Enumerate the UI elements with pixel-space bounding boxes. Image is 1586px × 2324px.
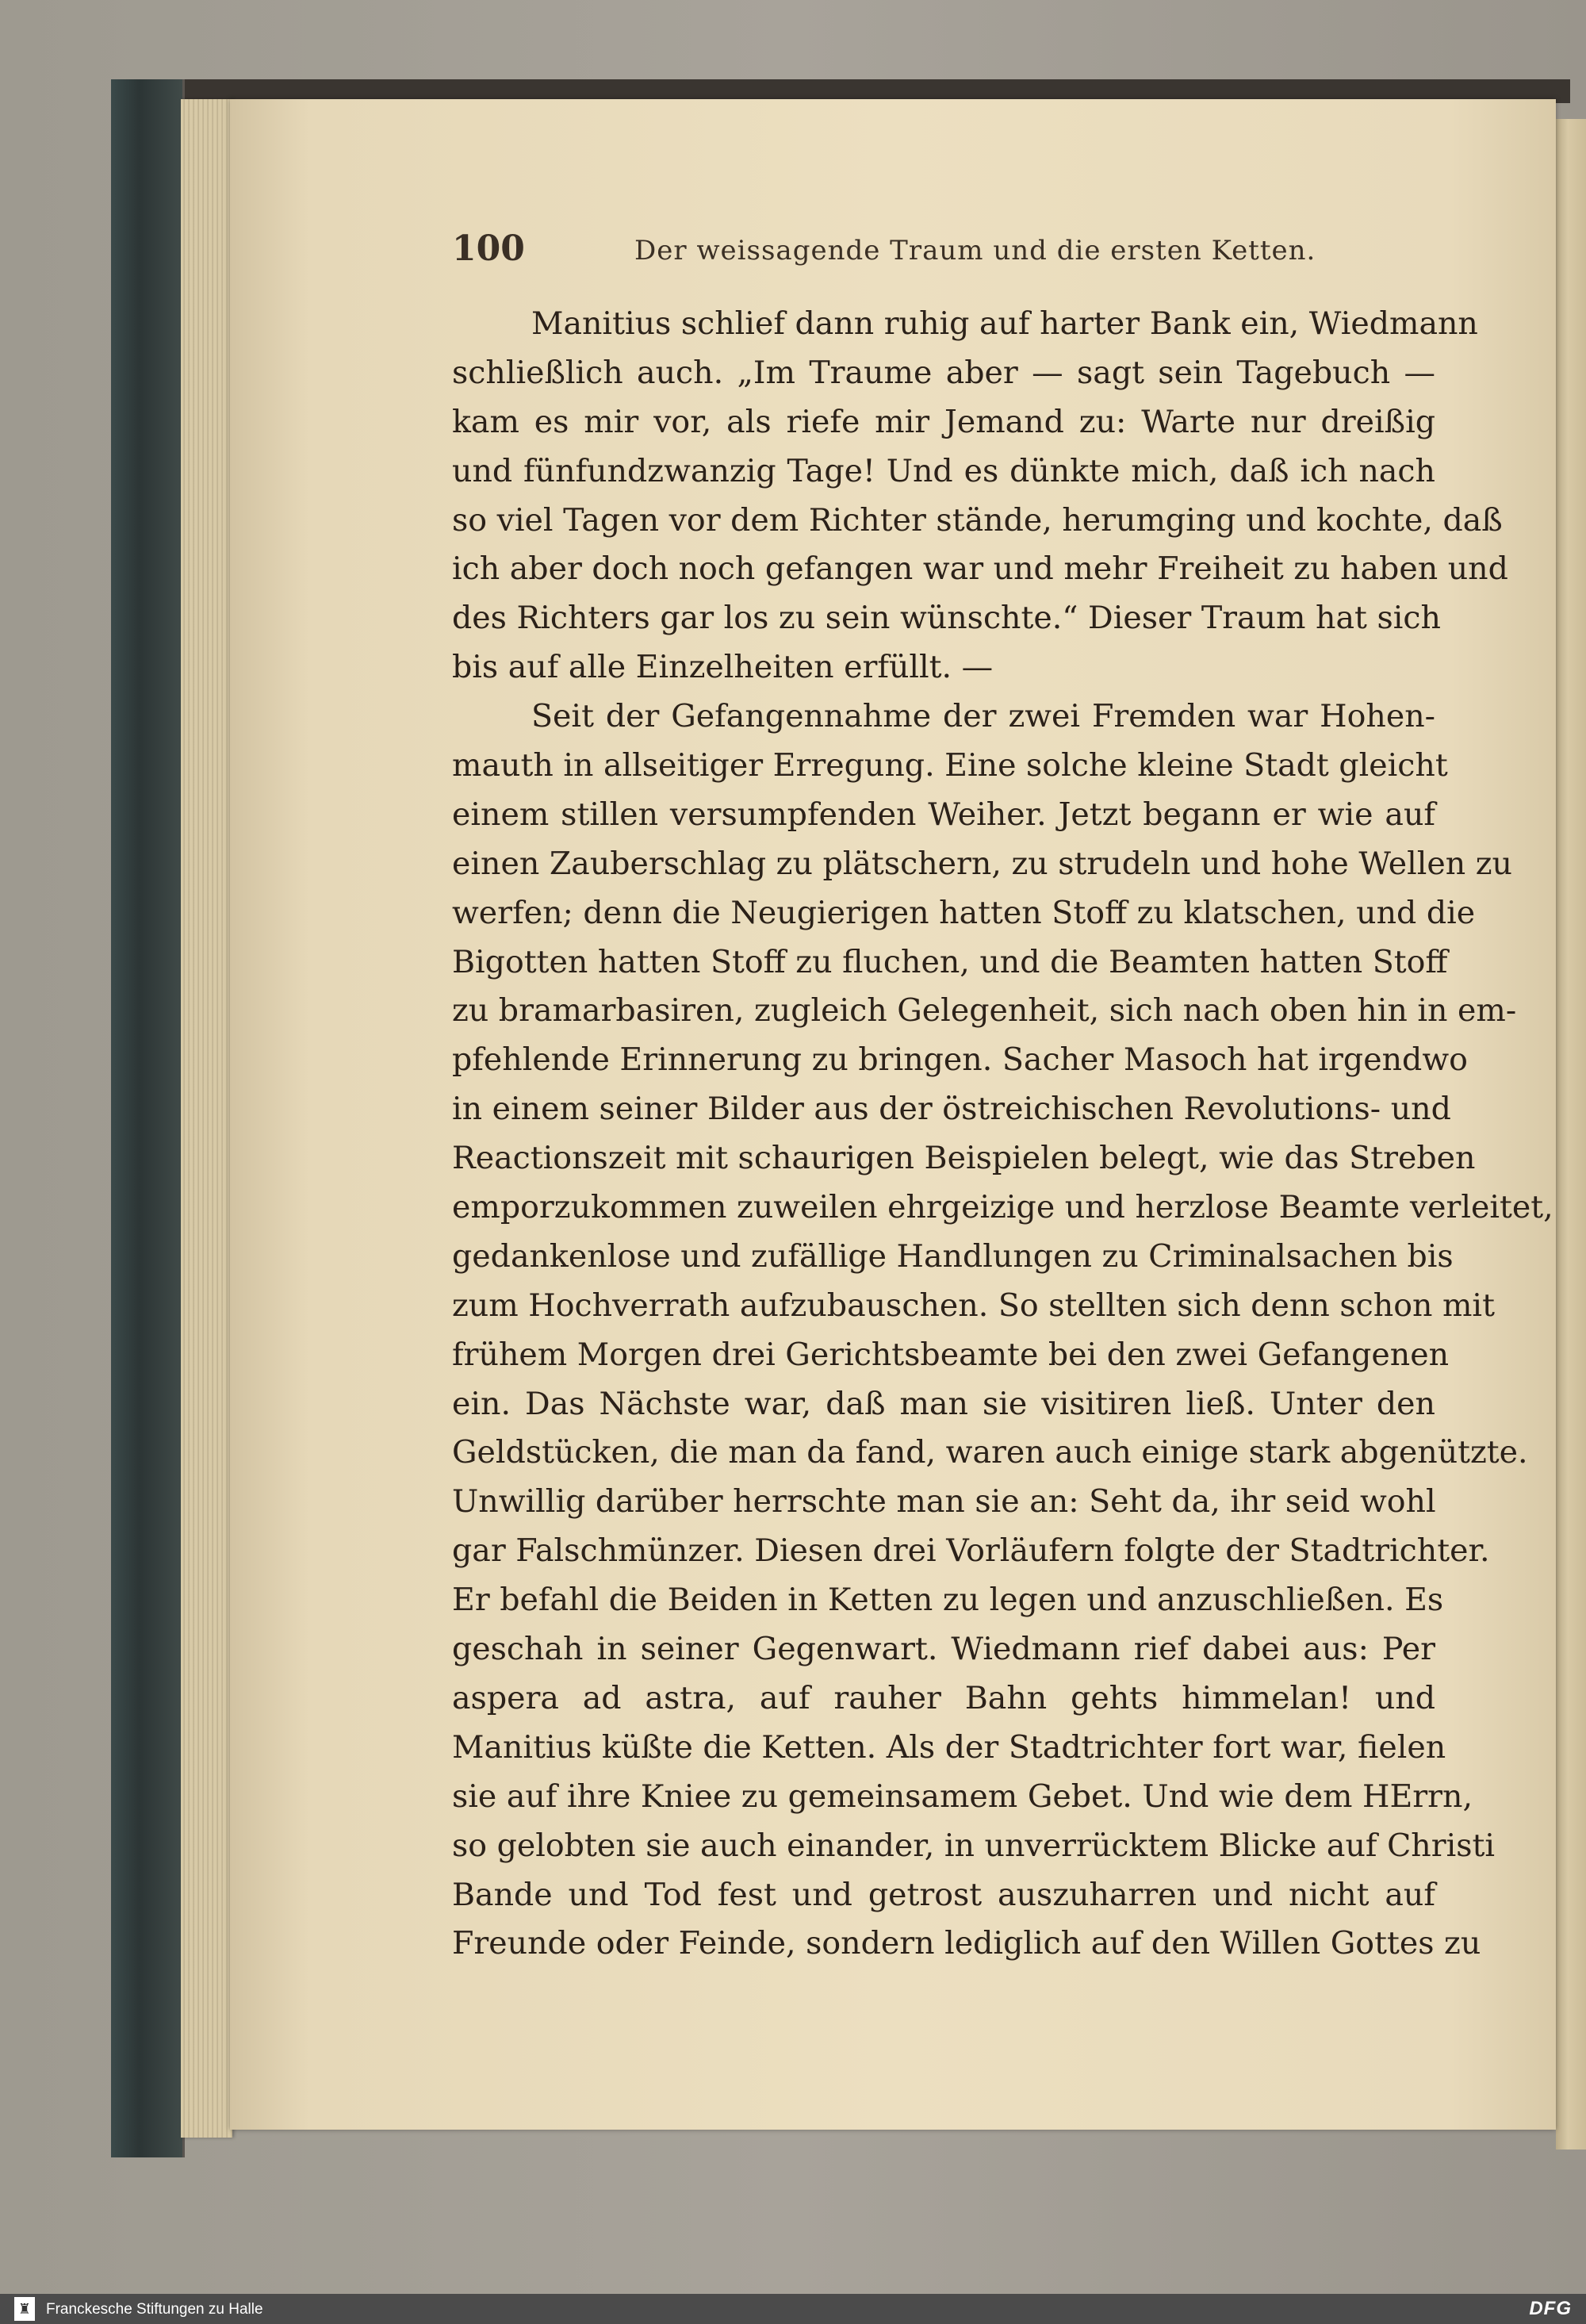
- text-line: einen Zauberschlag zu plätschern, zu strudeln und hohe Wellen zu: [452, 845, 1512, 882]
- text-line: emporzukommen zuweilen ehrgeizige und herzlose Beamte verleitet,: [452, 1189, 1553, 1226]
- chapter-title: Der weissagende Traum und die ersten Ketten.: [634, 235, 1316, 267]
- body-text: [452, 300, 1553, 1969]
- institution-name: Franckesche Stiftungen zu Halle: [46, 2301, 263, 2318]
- text-line: des Richters gar los zu sein wünschte.“ Dieser Traum hat sich: [452, 600, 1441, 637]
- page-number: 100: [452, 228, 525, 269]
- text-line: gedankenlose und zufällige Handlungen zu Criminalsachen bis: [452, 1237, 1454, 1275]
- text-line: so viel Tagen vor dem Richter stände, herumging und kochte, daß: [452, 501, 1503, 539]
- text-line: Freunde oder Feinde, sondern lediglich auf den Willen Gottes zu: [452, 1925, 1481, 1962]
- text-line: Bande und Tod fest und getrost auszuharren und nicht auf: [452, 1876, 1435, 1913]
- text-line: sie auf ihre Kniee zu gemeinsamem Gebet. Und wie dem HErrn,: [452, 1778, 1473, 1815]
- text-line: geschah in seiner Gegenwart. Wiedmann rief dabei aus: Per: [452, 1631, 1435, 1668]
- text-line: pfehlende Erinnerung zu bringen. Sacher Masoch hat irgendwo: [452, 1041, 1468, 1079]
- running-head: [452, 228, 1435, 276]
- text-line: ich aber doch noch gefangen war und mehr Freiheit zu haben und: [452, 550, 1508, 588]
- book-cover-spine: [111, 79, 185, 2157]
- text-line: Unwillig darüber herrschte man sie an: Seht da, ihr seid wohl: [452, 1483, 1436, 1521]
- institution-logo-icon: ♜: [14, 2297, 35, 2321]
- text-line: in einem seiner Bilder aus der östreichischen Revolutions- und: [452, 1091, 1451, 1128]
- text-line: mauth in allseitiger Erregung. Eine solche kleine Stadt gleicht: [452, 747, 1448, 784]
- text-line: Bigotten hatten Stoff zu fluchen, und die Beamten hatten Stoff: [452, 943, 1448, 980]
- footer-bar: [0, 2294, 1586, 2324]
- text-line: aspera ad astra, auf rauher Bahn gehts himmelan! und: [452, 1679, 1435, 1716]
- text-line: ein. Das Nächste war, daß man sie visitiren ließ. Unter den: [452, 1385, 1435, 1422]
- text-line: schließlich auch. „Im Traume aber — sagt sein Tagebuch —: [452, 354, 1435, 391]
- text-line: frühem Morgen drei Gerichtsbeamte bei den zwei Gefangenen: [452, 1336, 1450, 1373]
- text-line: kam es mir vor, als riefe mir Jemand zu: Warte nur dreißig: [452, 403, 1435, 440]
- text-line: werfen; denn die Neugierigen hatten Stoff zu klatschen, und die: [452, 894, 1476, 931]
- text-line: zu bramarbasiren, zugleich Gelegenheit, sich nach oben hin in em-: [452, 992, 1517, 1030]
- text-line: zum Hochverrath aufzubauschen. So stellten sich denn schon mit: [452, 1287, 1495, 1324]
- text-line: bis auf alle Einzelheiten erfüllt. —: [452, 649, 994, 686]
- text-line: Geldstücken, die man da fand, waren auch einige stark abgenützte.: [452, 1434, 1528, 1471]
- text-line: Manitius schlief dann ruhig auf harter Bank ein, Wiedmann: [531, 305, 1478, 342]
- text-line: gar Falschmünzer. Diesen drei Vorläufern folgte der Stadtrichter.: [452, 1532, 1490, 1570]
- funder-logo: DFG: [1529, 2298, 1572, 2319]
- text-line: Reactionszeit mit schaurigen Beispielen belegt, wie das Streben: [452, 1140, 1476, 1177]
- text-line: Manitius küßte die Ketten. Als der Stadtrichter fort war, fielen: [452, 1728, 1446, 1766]
- text-line: und fünfundzwanzig Tage! Und es dünkte mich, daß ich nach: [452, 452, 1435, 489]
- facing-page-edge: [1556, 119, 1586, 2150]
- text-line: so gelobten sie auch einander, in unverrücktem Blicke auf Christi: [452, 1827, 1496, 1864]
- text-line: einem stillen versumpfenden Weiher. Jetzt begann er wie auf: [452, 796, 1435, 833]
- text-line: Seit der Gefangennahme der zwei Fremden war Hohen-: [531, 698, 1435, 735]
- text-line: Er befahl die Beiden in Ketten zu legen und anzuschließen. Es: [452, 1582, 1444, 1619]
- page-edges: [181, 99, 232, 2138]
